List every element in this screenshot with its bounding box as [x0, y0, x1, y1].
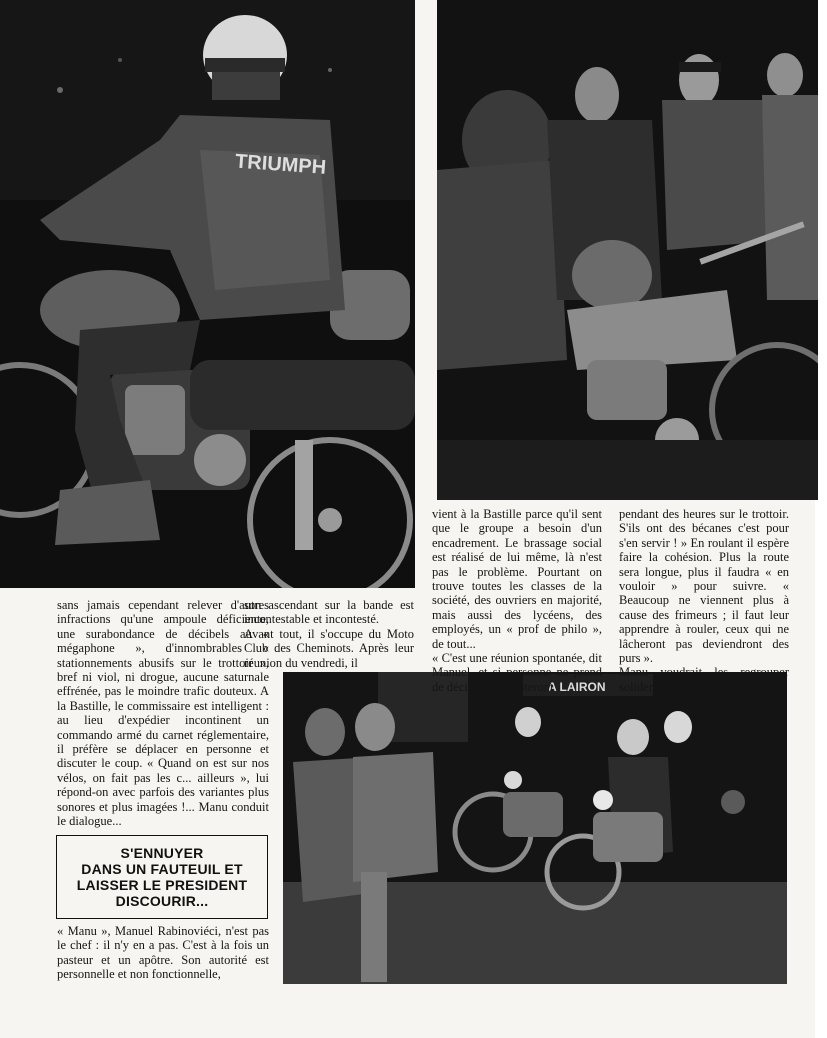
photo-motorcycles-night — [283, 672, 787, 984]
photo-bikers-group — [437, 0, 818, 500]
article-column-1-bottom: « Manu », Manuel Rabinoviéci, n'est pas le chef : il n'y en a pas. C'est à la fois un pasteur et un apôtre. Son autorité est personnelle et non fonctionnelle, — [57, 924, 269, 982]
article-column-2: son ascendant sur la bande est incontestable et incontesté. Avant tout, il s'occupe du Moto Club des Cheminots. Après leur réunion du vendredi, il — [244, 598, 414, 670]
article-column-3: vient à la Bastille parce qu'il sent que le groupe a besoin d'un encadrement. Le brassage social est réalisé de lui même, là n'est pas le problème. Pourtant on trouve toutes les classes de la société, des ouvriers en majorité, mais aussi des lycéens, des employés, un « prof de philo », de tout... « C'est une réunion spontanée, dit Manuel, et si personne ne prend de décision, ils resteront — [432, 507, 602, 694]
bikers-group-photo-icon — [437, 0, 818, 500]
motorcycle-rider-photo-icon — [0, 0, 415, 588]
article-column-1-top: sans jamais cependant relever d'autres infractions qu'une ampoule déficiente, une surabondance de décibels au « mégaphone », d'innombrables « stationnements abusifs sur le trottoir », bref ni viol, ni drogue, aucune saturnale effrénée, pas le moindre trafic douteux. A la Bastille, le commissaire est intelligent : au lieu d'expédier incontinent un commando armé du carnet réglementaire, il préfère se déplacer en personne et discuter le coup. « Quand on est sur nos vélos, on fait pas les c... ailleurs », lui répond-on avec parfois des variantes plus sonores et plus imagées !... Manu conduit le dialogue... — [57, 598, 269, 829]
subhead-title: S'ENNUYER DANS UN FAUTEUIL ET LAISSER LE PRESIDENT DISCOURIR... — [76, 845, 248, 909]
subhead-box — [56, 835, 268, 919]
jacket-lettering: TRIUMPH — [234, 150, 327, 179]
motorcycles-night-photo-icon — [283, 672, 787, 984]
storefront-sign: A LAIRON — [548, 680, 606, 694]
photo-rider-triumph — [0, 0, 415, 588]
article-column-4: pendant des heures sur le trottoir. S'ils ont des bécanes c'est pour s'en servir ! » En roulant il espère faire la cohésion. Plus la route sera longue, plus il faudra « en vouloir » pour suivre. « Beaucoup ne viennent plus à cause des frimeurs ; il faut leur apprendre à rouler, ceux qui ne lâcheront pas deviendront des purs ». Manu voudrait les regrouper solidement, les sortir de l'isole- — [619, 507, 789, 694]
